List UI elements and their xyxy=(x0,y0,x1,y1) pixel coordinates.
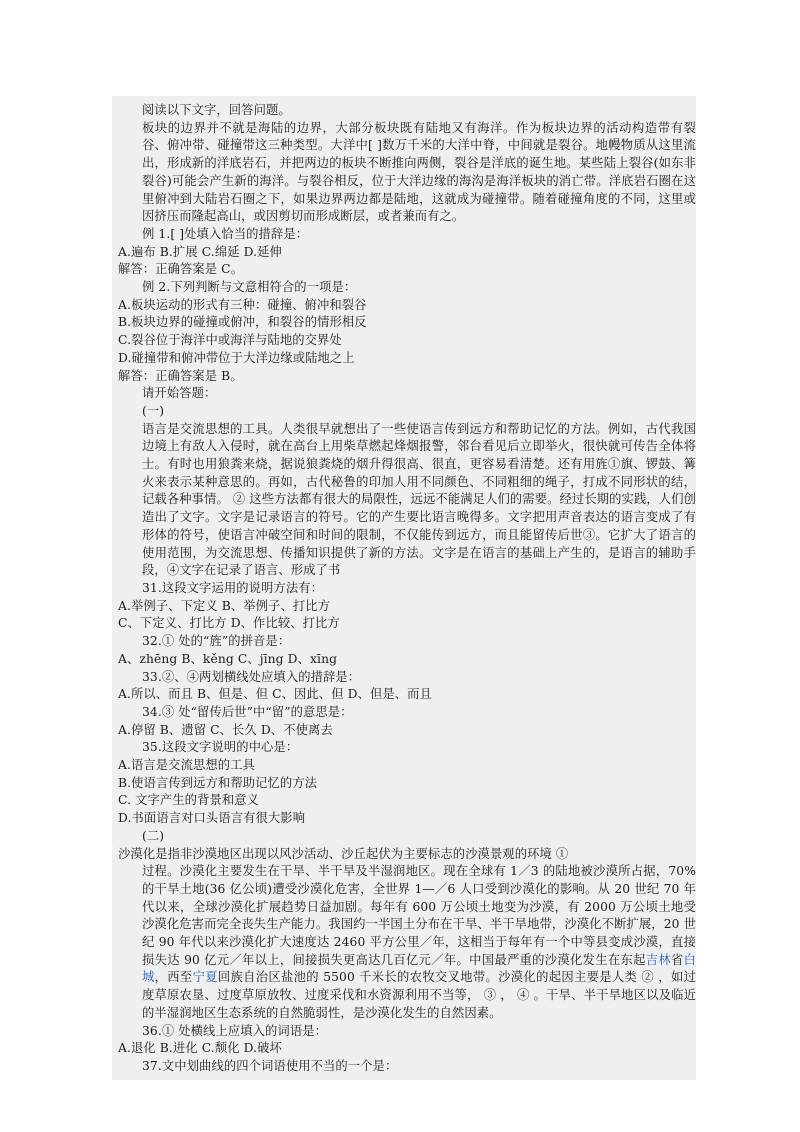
example-line: 解答：正确答案是 B。 xyxy=(118,368,243,383)
question-line: 35.这段文字说明的中心是： xyxy=(142,740,299,755)
language-passage: 语言是交流思想的工具。人类很早就想出了一些使语言传到远方和帮助记忆的方法。例如，古代我国边境上有敌人入侵时，就在高台上用柴草燃起烽烟报警，邻台看见后立即举火，很快就可传告全体将士。有时也用狼粪来烧，据说狼粪烧的烟升得很高、很直，更容易看清楚。还有用旌①旗、锣鼓、篝火来表示某种意思的。再如，古代秘鲁的印加人用不同颜色、不同粗细的绳子，打成不同形状的结，记载各种事情。 ② 这些方法都有很大的局限性，远远不能满足人们的需要。经过长期的实践，人们创造出了文字。文字是记录语言的符号。它的产生要比语言晚得多。文字把用声音表达的语言变成了有形体的符号，使语言冲破空间和时间的限制，不仅能传到远方，而且能留传后世③。它扩大了语言的使用范围，为交流思想、传播知识提供了新的方法。文字是在语言的基础上产生的，是语言的辅助手段，④文字在记录了语言、形成了书 xyxy=(142,421,696,578)
option-line: C. 文字产生的背景和意义 xyxy=(118,793,260,808)
option-line: A.所以、而且 B、但是、但 C、因此、但 D、但是、而且 xyxy=(118,687,432,702)
option-line: A.举例子、下定义 B、举例子、打比方 xyxy=(118,598,331,613)
example-line: 请开始答题： xyxy=(142,386,217,401)
example-line: 解答：正确答案是 C。 xyxy=(118,262,244,277)
question-line: 34.③ 处“留传后世”中“留”的意思是： xyxy=(142,704,353,719)
question-line: 37.文中划曲线的四个词语使用不当的一个是： xyxy=(142,1058,398,1073)
example-line: A.板块运动的形式有三种：碰撞、俯冲和裂谷 xyxy=(118,297,367,312)
example-line: A.遍布 B.扩展 C.绵延 D.延伸 xyxy=(118,244,282,259)
option-line: A、zhēng B、kěng C、jīng D、xīng xyxy=(118,651,338,666)
option-line: A.停留 B、遗留 C、长久 D、不使离去 xyxy=(118,722,333,737)
example-line: D.碰撞带和俯冲带位于大洋边缘或陆地之上 xyxy=(118,350,355,365)
place-link-baicheng[interactable]: 白城 xyxy=(142,952,696,985)
option-line: B.使语言传到远方和帮助记忆的方法 xyxy=(118,775,318,790)
section-heading: (二) xyxy=(142,828,165,843)
example-line: 例 1.[ ]处填入恰当的措辞是： xyxy=(142,226,309,241)
option-line: A.语言是交流思想的工具 xyxy=(118,758,255,773)
option-line: C、下定义、打比方 D、作比较、打比方 xyxy=(118,616,340,631)
passage-text: 回族自治区盐池的 5500 千米长的农牧交叉地带。沙漠化的起因主要是人类 ② ，如过度草原农垦、过度草原放牧、过度采伐和水资源利用不当等， ③ ， ④ 。干旱、半干旱地区以及临近的半湿润地区生态系统的自然脆弱性，是沙漠化发生的自然因素。 xyxy=(142,970,696,1020)
passage-text: ，西至 xyxy=(154,970,193,985)
option-line: D.书面语言对口头语言有很大影响 xyxy=(118,811,306,826)
example-line: B.板块边界的碰撞或俯冲，和裂谷的情形相反 xyxy=(118,315,367,330)
question-line: 31.这段文字运用的说明方法有： xyxy=(142,580,324,595)
plate-passage: 板块的边界并不就是海陆的边界，大部分板块既有陆地又有海洋。作为板块边界的活动构造带有裂谷、俯冲带、碰撞带这三种类型。大洋中[ ]数万千米的大洋中脊，中间就是裂谷。地幔物质从这里流出，形成新的洋底岩石，并把两边的板块不断推向两侧，裂谷是洋底的诞生地。某些陆上裂谷(如东非裂谷)可能会产生新的海洋。与裂谷相反，位于大洋边缘的海沟是海洋板块的消亡带。洋底岩石圈在这里俯冲到大陆岩石圈之下，如果边界两边都是陆地，这就成为碰撞带。随着碰撞角度的不同，这里或因挤压而隆起高山，或因剪切而形成断层，或者兼而有之。 xyxy=(142,120,696,224)
section-heading: (一) xyxy=(142,403,165,418)
desert-passage xyxy=(118,863,696,1022)
passage-text: 省 xyxy=(670,952,684,967)
example-line: 例 2.下列判断与文意相符合的一项是： xyxy=(142,280,357,295)
place-link-ningxia[interactable]: 宁夏 xyxy=(192,970,218,985)
question-line: 36.① 处横线上应填入的词语是： xyxy=(142,1023,328,1038)
passage-text: 过程。沙漠化主要发生在干旱、半干旱及半湿润地区。现在全球有 1／3 的陆地被沙漠所占据，70%的干旱土地(36 亿公顷)遭受沙漠化危害，全世界 1—／6 人口受到沙漠化的影响。从 20 世纪 70 年代以来，全球沙漠化扩展趋势日益加剧。每年有 600 万公顷土地变为沙漠，有 2000 万公顷土地受沙漠化危害而完全丧失生产能力。我国约一半国土分布在干旱、半干旱地带，沙漠化不断扩展，20 世纪 90 年代以来沙漠化扩大速度达 2460 平方公里／年，这相当于每年有一个中等县变成沙漠，直接损失达 90 亿元／年以上，间接损失更高达几百亿元／年。中国最严重的沙漠化发生在东起 xyxy=(142,864,696,967)
desert-passage-first-line: 沙漠化是指非沙漠地区出现以风沙活动、沙丘起伏为主要标志的沙漠景观的环境 ① xyxy=(118,846,569,861)
question-line: 33.②、④两划横线处应填入的措辞是： xyxy=(142,669,361,684)
example-line: C.裂谷位于海洋中或海洋与陆地的交界处 xyxy=(118,333,342,348)
instruction-text: 阅读以下文字，回答问题。 xyxy=(142,103,291,117)
document-content xyxy=(112,96,696,1080)
option-line: A.退化 B.进化 C.颓化 D.破坏 xyxy=(118,1041,282,1056)
question-line: 32.① 处的“旌”的拼音是： xyxy=(142,634,291,649)
place-link-jilin[interactable]: 吉林 xyxy=(645,952,671,967)
